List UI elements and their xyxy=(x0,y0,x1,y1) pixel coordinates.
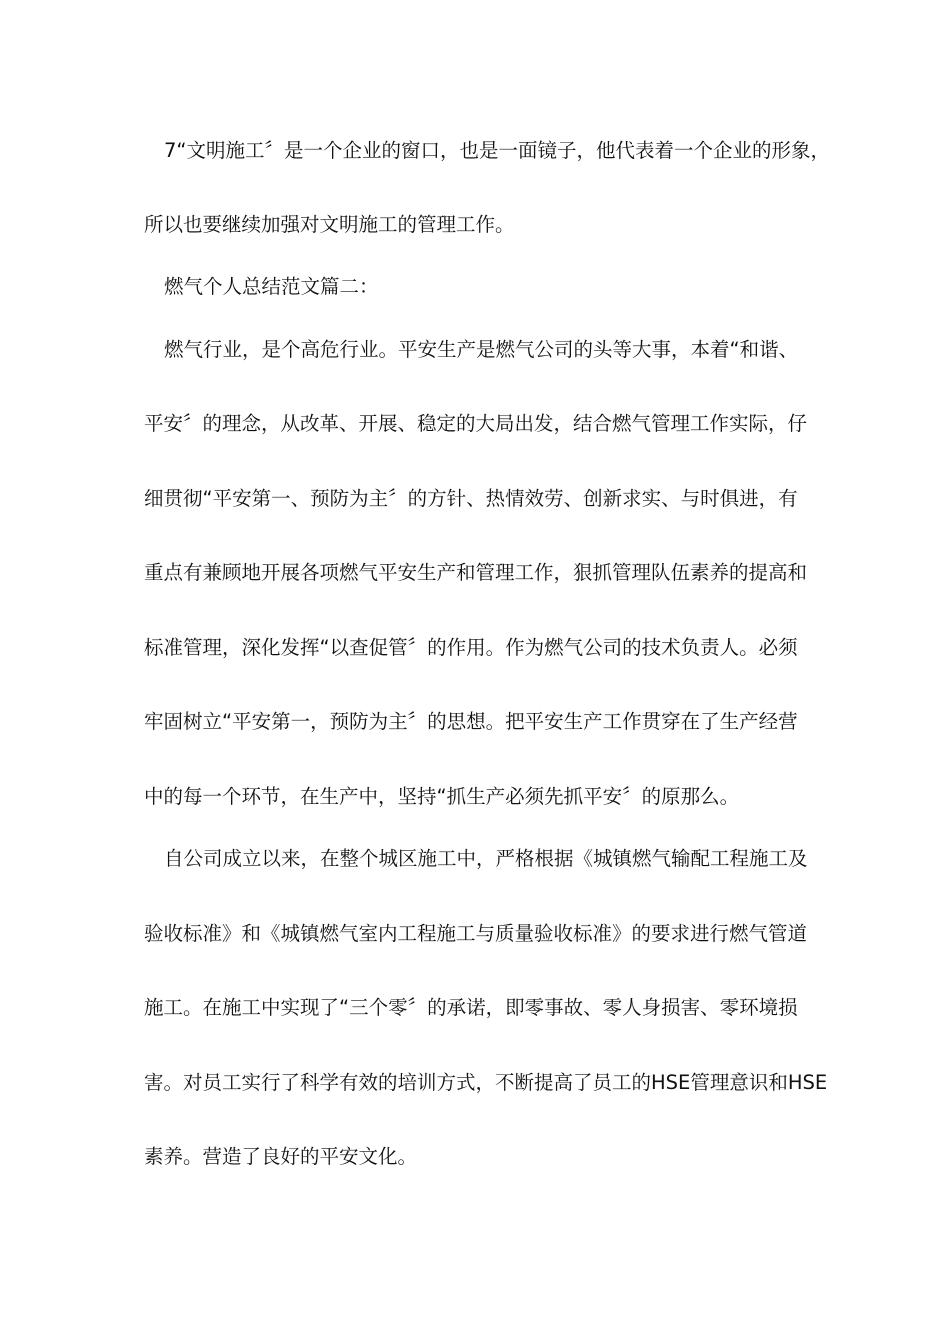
paragraph-line: 验收标准》和《城镇燃气室内工程施工与质量验收标准》的要求进行燃气管道 xyxy=(144,922,808,945)
paragraph-line: 中的每一个环节，在生产中，坚持“抓生产必须先抓平安〞的原那么。 xyxy=(144,785,740,808)
paragraph-line: 施工。在施工中实现了“三个零〞的承诺，即零事故、零人身损害、零环境损 xyxy=(144,996,798,1019)
paragraph-line: 自公司成立以来，在整个城区施工中，严格根据《城镇燃气输配工程施工及 xyxy=(164,847,808,870)
paragraph-line: 燃气行业，是个高危行业。平安生产是燃气公司的头等大事，本着“和谐、 xyxy=(164,338,799,361)
paragraph-line: 细贯彻“平安第一、预防为主〞的方针、热情效劳、创新求实、与时俱进，有 xyxy=(144,487,798,510)
paragraph-line: 重点有兼顾地开展各项燃气平安生产和管理工作，狠抓管理队伍素养的提高和 xyxy=(144,561,808,584)
paragraph-line: 标准管理，深化发挥“以查促管〞的作用。作为燃气公司的技术负责人。必须 xyxy=(144,636,798,659)
paragraph-line: 所以也要继续加强对文明施工的管理工作。 xyxy=(144,213,515,236)
paragraph-line: 7“文明施工〞是一个企业的窗口，也是一面镜子，他代表着一个企业的形象， xyxy=(164,139,831,162)
paragraph-line: 素养。营造了良好的平安文化。 xyxy=(144,1145,418,1168)
section-heading: 燃气个人总结范文篇二： xyxy=(164,275,379,298)
paragraph-line: 害。对员工实行了科学有效的培训方式，不断提高了员工的HSE管理意识和HSE xyxy=(144,1071,828,1094)
paragraph-line: 平安〞的理念，从改革、开展、稳定的大局出发，结合燃气管理工作实际，仔 xyxy=(144,412,808,435)
paragraph-line: 牢固树立“平安第一，预防为主〞的思想。把平安生产工作贯穿在了生产经营 xyxy=(144,710,798,733)
